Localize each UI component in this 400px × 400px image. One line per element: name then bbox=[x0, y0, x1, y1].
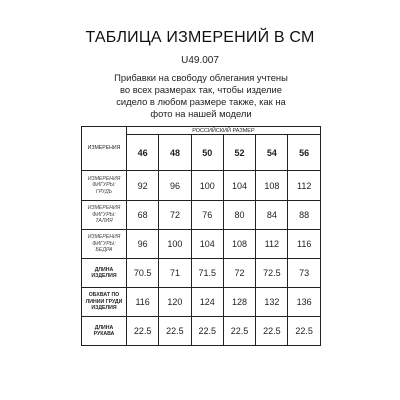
row-label: ИЗМЕРЕНИЯ ФИГУРЫ: БЕДРА bbox=[82, 230, 127, 259]
page-title: ТАБЛИЦА ИЗМЕРЕНИЙ В СМ bbox=[85, 29, 315, 46]
value-cell: 136 bbox=[288, 288, 320, 317]
size-header: РОССИЙСКИЙ РАЗМЕР bbox=[127, 127, 321, 135]
size-cell: 54 bbox=[256, 135, 288, 171]
fit-note: Прибавки на свободу облегания учтены во всех размерах так, чтобы изделие сидело в любом размере также, как на фото на нашей модели bbox=[114, 72, 288, 119]
value-cell: 22.5 bbox=[159, 317, 191, 346]
value-cell: 116 bbox=[127, 288, 159, 317]
row-label: ИЗМЕРЕНИЯ ФИГУРЫ: ТАЛИЯ bbox=[82, 201, 127, 230]
value-cell: 22.5 bbox=[191, 317, 223, 346]
value-cell: 96 bbox=[127, 230, 159, 259]
value-cell: 128 bbox=[223, 288, 255, 317]
value-cell: 70.5 bbox=[127, 259, 159, 288]
table-row bbox=[82, 259, 321, 288]
value-cell: 112 bbox=[256, 230, 288, 259]
value-cell: 104 bbox=[223, 171, 255, 201]
value-cell: 84 bbox=[256, 201, 288, 230]
value-cell: 112 bbox=[288, 171, 320, 201]
value-cell: 92 bbox=[127, 171, 159, 201]
value-cell: 76 bbox=[191, 201, 223, 230]
table-row bbox=[82, 317, 321, 346]
value-cell: 68 bbox=[127, 201, 159, 230]
value-cell: 73 bbox=[288, 259, 320, 288]
value-cell: 22.5 bbox=[288, 317, 320, 346]
value-cell: 72 bbox=[159, 201, 191, 230]
size-header-row bbox=[82, 127, 321, 135]
table-row bbox=[82, 171, 321, 201]
table-body bbox=[82, 171, 321, 346]
value-cell: 124 bbox=[191, 288, 223, 317]
row-label: ДЛИНА РУКАВА bbox=[82, 317, 127, 346]
size-table bbox=[81, 126, 321, 346]
value-cell: 104 bbox=[191, 230, 223, 259]
row-label: ИЗМЕРЕНИЯ ФИГУРЫ: ГРУДЬ bbox=[82, 171, 127, 201]
article-code: U49.007 bbox=[181, 55, 219, 66]
size-cell: 50 bbox=[191, 135, 223, 171]
value-cell: 100 bbox=[191, 171, 223, 201]
table-row bbox=[82, 230, 321, 259]
value-cell: 120 bbox=[159, 288, 191, 317]
value-cell: 96 bbox=[159, 171, 191, 201]
value-cell: 22.5 bbox=[256, 317, 288, 346]
value-cell: 108 bbox=[223, 230, 255, 259]
value-cell: 116 bbox=[288, 230, 320, 259]
size-cell: 56 bbox=[288, 135, 320, 171]
value-cell: 22.5 bbox=[127, 317, 159, 346]
table-row bbox=[82, 201, 321, 230]
value-cell: 72.5 bbox=[256, 259, 288, 288]
row-label: ОБХВАТ ПО ЛИНИИ ГРУДИ ИЗДЕЛИЯ bbox=[82, 288, 127, 317]
value-cell: 108 bbox=[256, 171, 288, 201]
size-cell: 52 bbox=[223, 135, 255, 171]
value-cell: 22.5 bbox=[223, 317, 255, 346]
row-label: ДЛИНА ИЗДЕЛИЯ bbox=[82, 259, 127, 288]
table-row bbox=[82, 288, 321, 317]
value-cell: 100 bbox=[159, 230, 191, 259]
value-cell: 132 bbox=[256, 288, 288, 317]
value-cell: 71.5 bbox=[191, 259, 223, 288]
corner-label: ИЗМЕРЕНИЯ bbox=[82, 127, 127, 171]
value-cell: 72 bbox=[223, 259, 255, 288]
size-cell: 48 bbox=[159, 135, 191, 171]
size-cell: 46 bbox=[127, 135, 159, 171]
value-cell: 88 bbox=[288, 201, 320, 230]
value-cell: 71 bbox=[159, 259, 191, 288]
value-cell: 80 bbox=[223, 201, 255, 230]
